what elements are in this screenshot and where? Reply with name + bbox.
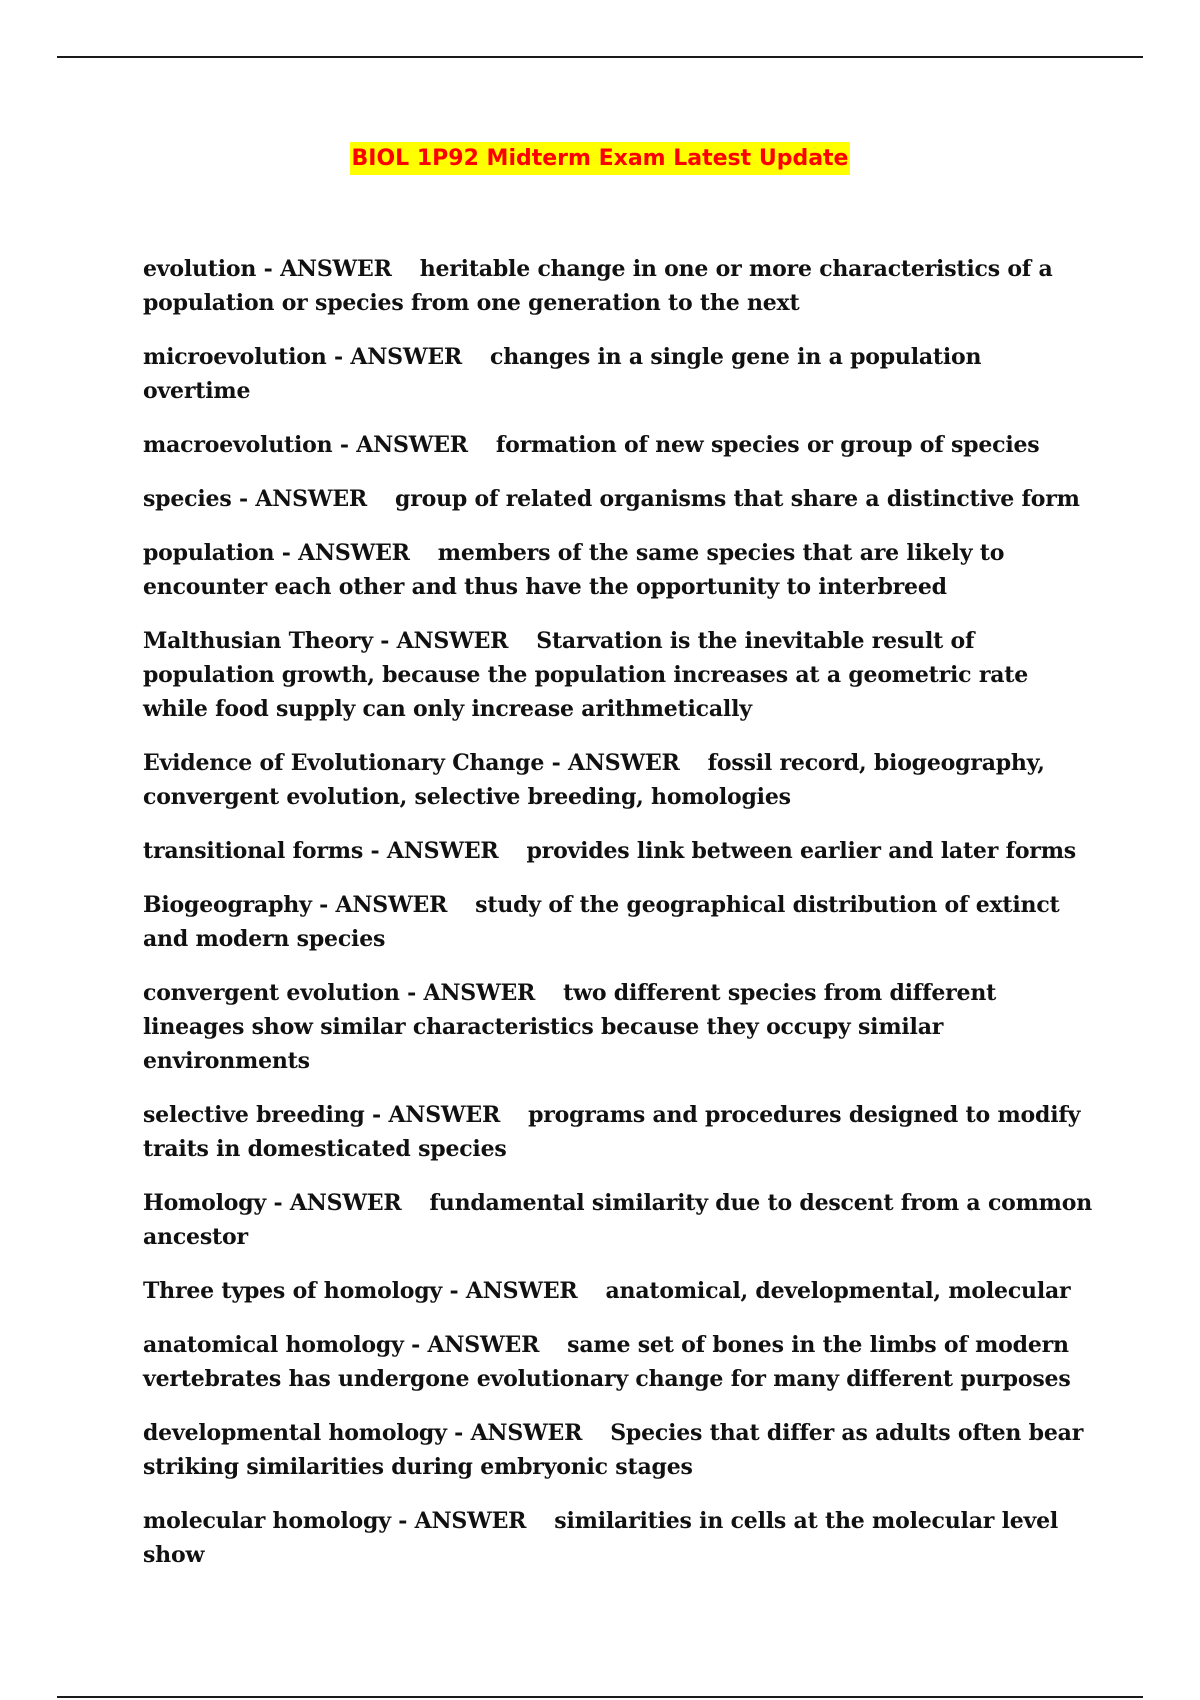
document-title: BIOL 1P92 Midterm Exam Latest Update bbox=[350, 142, 851, 175]
entry-answer: fundamental similarity due to descent from a common ancestor bbox=[143, 1190, 1093, 1250]
answer-marker: ANSWER bbox=[567, 750, 680, 776]
entry-term: Biogeography bbox=[143, 892, 312, 918]
entry-term: Malthusian Theory bbox=[143, 628, 373, 654]
entry-term: Three types of homology bbox=[143, 1278, 442, 1304]
entry-term: anatomical homology bbox=[143, 1332, 404, 1358]
flashcard-entry: Biogeography - ANSWER study of the geographical distribution of extinct and modern species bbox=[143, 892, 1060, 952]
bottom-rule bbox=[57, 1696, 1143, 1698]
flashcard-entry: evolution - ANSWER heritable change in one or more characteristics of a population or species from one generation to the next bbox=[143, 256, 1053, 316]
entry-answer: changes in a single gene in a population overtime bbox=[143, 344, 982, 404]
entry-answer: members of the same species that are likely to encounter each other and thus have the opportunity to interbreed bbox=[143, 540, 1005, 600]
entry-term: microevolution bbox=[143, 344, 327, 370]
entry-term: species bbox=[143, 486, 232, 512]
flashcard-entry: selective breeding - ANSWER programs and procedures designed to modify traits in domesticated species bbox=[143, 1102, 1081, 1162]
entry-term: Evidence of Evolutionary Change bbox=[143, 750, 545, 776]
entry-answer: formation of new species or group of species bbox=[495, 432, 1040, 458]
flashcard-entry: Three types of homology - ANSWER anatomical, developmental, molecular bbox=[143, 1278, 1071, 1304]
title-container bbox=[0, 142, 1200, 175]
entry-term: evolution bbox=[143, 256, 257, 282]
entry-answer: study of the geographical distribution of extinct and modern species bbox=[143, 892, 1060, 952]
answer-marker: ANSWER bbox=[386, 838, 499, 864]
top-rule bbox=[57, 56, 1143, 58]
entry-term: convergent evolution bbox=[143, 980, 400, 1006]
entry-answer: anatomical, developmental, molecular bbox=[605, 1278, 1071, 1304]
flashcard-entry: convergent evolution - ANSWER two different species from different lineages show similar characteristics because they occupy similar environments bbox=[143, 980, 997, 1074]
flashcard-entry: developmental homology - ANSWER Species that differ as adults often bear striking similarities during embryonic stages bbox=[143, 1420, 1084, 1480]
flashcard-entry: anatomical homology - ANSWER same set of bones in the limbs of modern vertebrates has undergone evolutionary change for many different purposes bbox=[143, 1332, 1071, 1392]
flashcard-entry: molecular homology - ANSWER similarities in cells at the molecular level show bbox=[143, 1508, 1059, 1568]
answer-marker: ANSWER bbox=[427, 1332, 540, 1358]
entry-term: macroevolution bbox=[143, 432, 333, 458]
flashcard-list bbox=[143, 252, 1093, 1592]
entry-answer: programs and procedures designed to modify traits in domesticated species bbox=[143, 1102, 1081, 1162]
entry-answer: group of related organisms that share a distinctive form bbox=[395, 486, 1080, 512]
entry-answer: fossil record, biogeography, convergent evolution, selective breeding, homologies bbox=[143, 750, 1045, 810]
answer-marker: ANSWER bbox=[280, 256, 392, 282]
flashcard-entry: microevolution - ANSWER changes in a single gene in a population overtime bbox=[143, 344, 982, 404]
entry-answer: provides link between earlier and later forms bbox=[526, 838, 1076, 864]
answer-marker: ANSWER bbox=[350, 344, 462, 370]
flashcard-entry: population - ANSWER members of the same species that are likely to encounter each other and thus have the opportunity to interbreed bbox=[143, 540, 1005, 600]
entry-term: developmental homology bbox=[143, 1420, 447, 1446]
entry-answer: heritable change in one or more characteristics of a population or species from one generation to the next bbox=[143, 256, 1053, 316]
answer-marker: ANSWER bbox=[388, 1102, 501, 1128]
flashcard-entry: macroevolution - ANSWER formation of new species or group of species bbox=[143, 432, 1040, 458]
entry-answer: Species that differ as adults often bear striking similarities during embryonic stages bbox=[143, 1420, 1084, 1480]
answer-marker: ANSWER bbox=[335, 892, 448, 918]
answer-marker: ANSWER bbox=[289, 1190, 402, 1216]
flashcard-entry: Evidence of Evolutionary Change - ANSWER fossil record, biogeography, convergent evolution, selective breeding, homologies bbox=[143, 750, 1045, 810]
answer-marker: ANSWER bbox=[298, 540, 410, 566]
entry-term: population bbox=[143, 540, 275, 566]
flashcard-entry: Homology - ANSWER fundamental similarity due to descent from a common ancestor bbox=[143, 1190, 1093, 1250]
answer-marker: ANSWER bbox=[470, 1420, 583, 1446]
entry-term: selective breeding bbox=[143, 1102, 365, 1128]
entry-term: Homology bbox=[143, 1190, 267, 1216]
entry-answer: Starvation is the inevitable result of population growth, because the population increases at a geometric rate while food supply can only increase arithmetically bbox=[143, 628, 1029, 722]
entry-answer: two different species from different lineages show similar characteristics because they occupy similar environments bbox=[143, 980, 997, 1074]
answer-marker: ANSWER bbox=[423, 980, 536, 1006]
entry-term: molecular homology bbox=[143, 1508, 391, 1534]
entry-answer: same set of bones in the limbs of modern vertebrates has undergone evolutionary change for many different purposes bbox=[143, 1332, 1071, 1392]
answer-marker: ANSWER bbox=[465, 1278, 578, 1304]
flashcard-entry: Malthusian Theory - ANSWER Starvation is the inevitable result of population growth, because the population increases at a geometric rate while food supply can only increase arithmetically bbox=[143, 628, 1029, 722]
flashcard-entry: species - ANSWER group of related organisms that share a distinctive form bbox=[143, 486, 1080, 512]
answer-marker: ANSWER bbox=[356, 432, 468, 458]
entry-term: transitional forms bbox=[143, 838, 363, 864]
answer-marker: ANSWER bbox=[396, 628, 509, 654]
entry-answer: similarities in cells at the molecular level show bbox=[143, 1508, 1059, 1568]
flashcard-entry: transitional forms - ANSWER provides link between earlier and later forms bbox=[143, 838, 1076, 864]
answer-marker: ANSWER bbox=[255, 486, 368, 512]
answer-marker: ANSWER bbox=[414, 1508, 527, 1534]
